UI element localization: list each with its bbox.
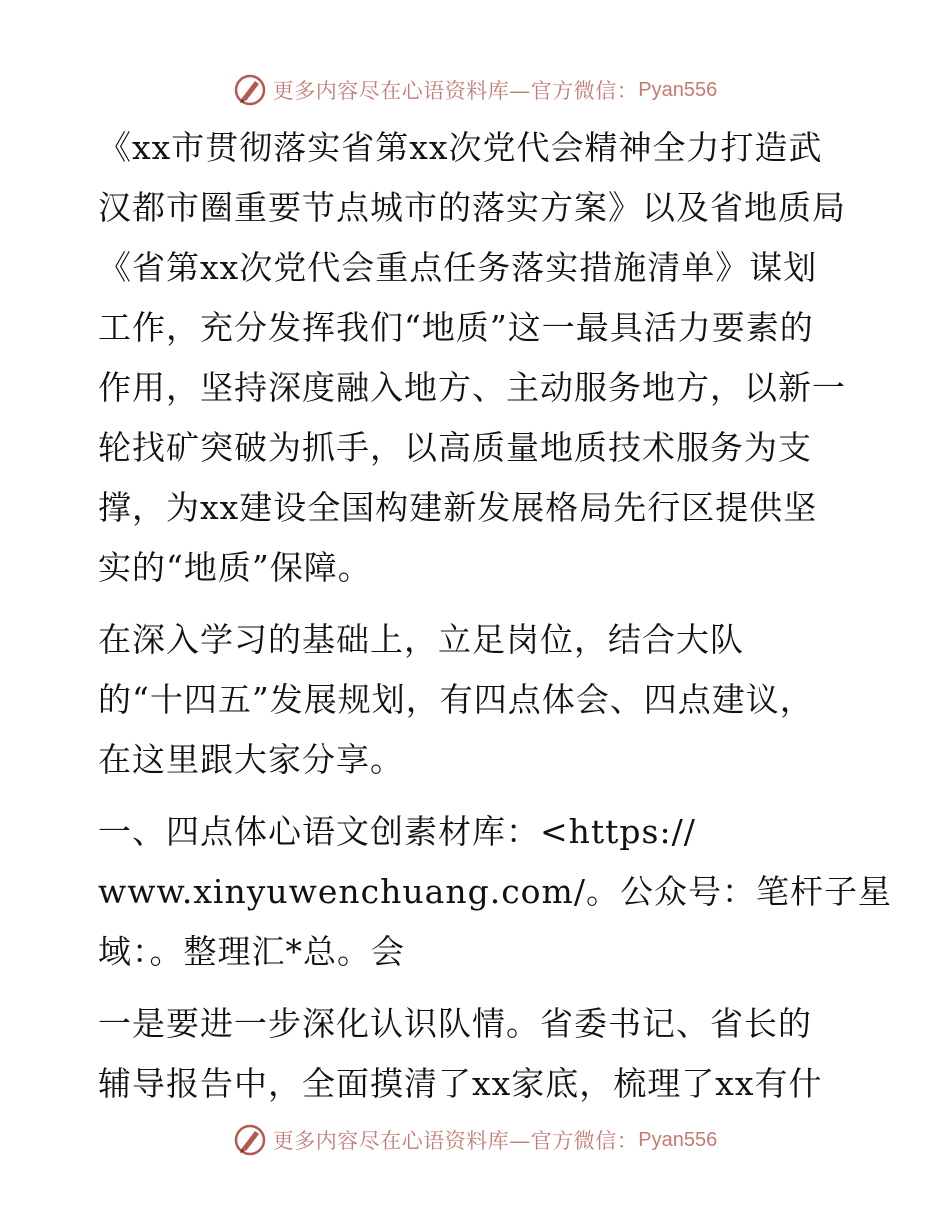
text-line: 一是要进一步深化认识队情。省委书记、省长的 <box>98 1004 812 1043</box>
watermark-footer <box>0 1120 950 1160</box>
text-line: 作用，坚持深度融入地方、主动服务地方，以新一 <box>98 368 846 407</box>
watermark-contact: Pyan556 <box>638 78 718 101</box>
text-line: 轮找矿突破为抓手，以高质量地质技术服务为支 <box>98 428 812 467</box>
pen-circle-logo-icon <box>233 73 267 107</box>
text-line: 辅导报告中，全面摸清了xx家底，梳理了xx有什 <box>98 1064 823 1103</box>
watermark-header <box>0 70 950 110</box>
text-line: 一、四点体心语文创素材库：<https:// <box>98 812 696 851</box>
paragraph-section-heading <box>98 802 892 982</box>
watermark-contact: Pyan556 <box>638 1128 718 1151</box>
text-line: 在深入学习的基础上，立足岗位，结合大队 <box>98 620 744 659</box>
text-line: 在这里跟大家分享。 <box>98 740 404 779</box>
paragraph-point-one <box>98 994 858 1114</box>
text-line: 《xx市贯彻落实省第xx次党代会精神全力打造武 <box>98 128 823 167</box>
text-line: 域：。整理汇*总。会 <box>98 932 405 971</box>
text-line: 汉都市圈重要节点城市的落实方案》以及省地质局 <box>98 188 846 227</box>
text-line: 《省第xx次党代会重点任务落实措施清单》谋划 <box>98 248 818 287</box>
watermark-text: 更多内容尽在心语资料库—官方微信： <box>272 79 639 103</box>
text-line: 撑，为xx建设全国构建新发展格局先行区提供坚 <box>98 488 818 527</box>
document-body <box>98 118 892 1114</box>
paragraph-intro <box>98 118 858 598</box>
text-line: www.xinyuwenchuang.com/。公众号：笔杆子星 <box>98 872 892 911</box>
text-line: 的“十四五”发展规划，有四点体会、四点建议， <box>98 680 814 719</box>
paragraph-study <box>98 610 858 790</box>
watermark-text: 更多内容尽在心语资料库—官方微信： <box>272 1129 639 1153</box>
text-line: 实的“地质”保障。 <box>98 548 372 587</box>
text-line: 工作，充分发挥我们“地质”这一最具活力要素的 <box>98 308 814 347</box>
pen-circle-logo-icon <box>233 1123 267 1157</box>
